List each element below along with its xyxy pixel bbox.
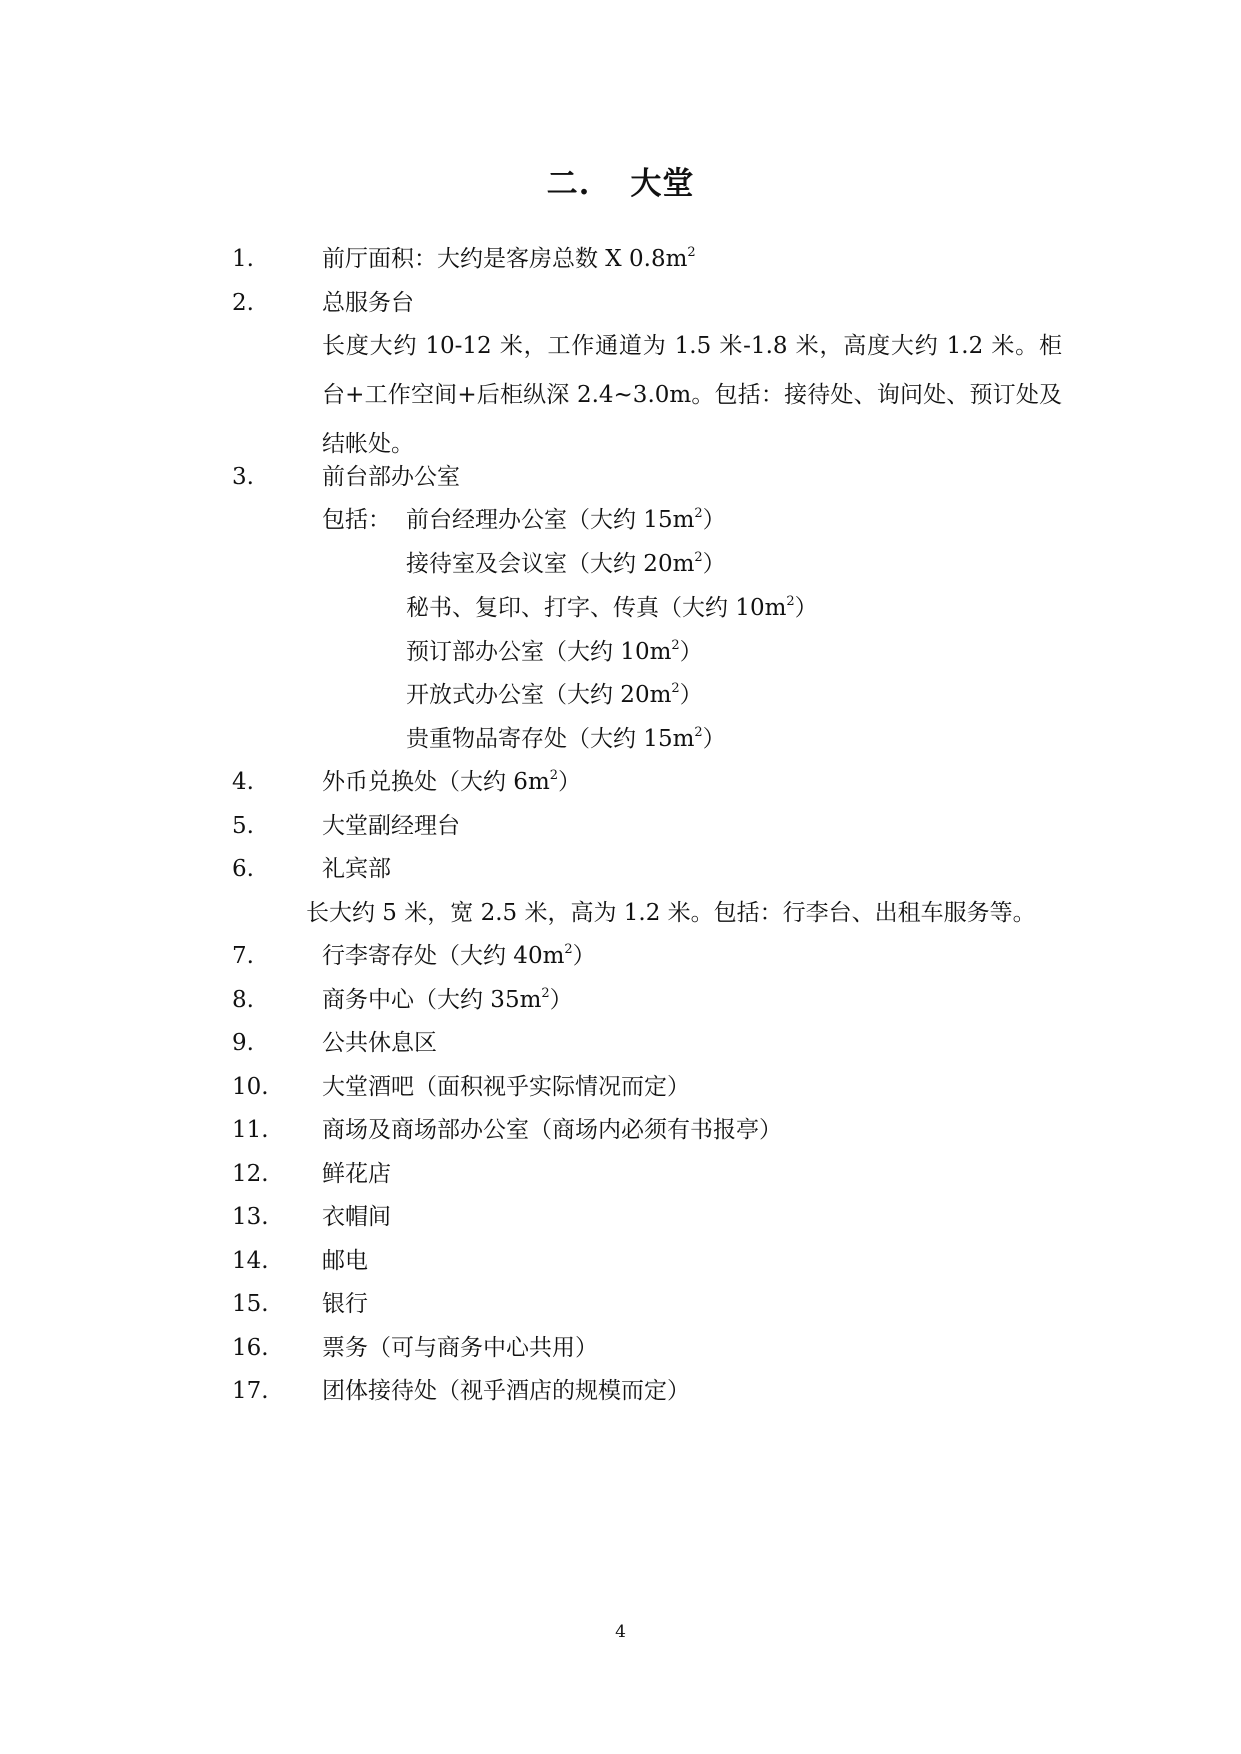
sub-list-item: 贵重物品寄存处（大约 $15m^2$） xyxy=(406,725,726,752)
item-number: 14. xyxy=(232,1248,269,1274)
item-number: 17. xyxy=(232,1378,269,1404)
sub-list-item: 开放式办公室（大约 $20m^2$） xyxy=(406,681,703,708)
item-number: 8. xyxy=(232,987,254,1013)
item2-detail-paragraph: 长度大约 10-12 米，工作通道为 1.5 米-1.8 米，高度大约 1.2 米。柜台+工作空间+后柜纵深 2.4~3.0m。包括：接待处、询问处、预订处及结帐处。 xyxy=(322,333,1062,457)
item-number: 7. xyxy=(232,943,254,969)
item-text: 商务中心（大约 $35m^2$） xyxy=(322,986,573,1013)
item-text: 银行 xyxy=(322,1291,368,1317)
page-number: 4 xyxy=(615,1622,626,1642)
item-text: 团体接待处（视乎酒店的规模而定） xyxy=(322,1378,690,1404)
item-number: 2. xyxy=(232,290,254,316)
section-number: 二. xyxy=(546,166,591,202)
item-text: 衣帽间 xyxy=(322,1204,391,1230)
item-text: 前厅面积：大约是客房总数 X $0.8m^2$ xyxy=(322,245,696,272)
sub-list-item: 接待室及会议室（大约 $20m^2$） xyxy=(406,550,726,577)
item-number: 9. xyxy=(232,1030,254,1056)
item-text: 大堂副经理台 xyxy=(322,813,460,839)
item-number: 6. xyxy=(232,856,254,882)
item-number: 13. xyxy=(232,1204,269,1230)
item-number: 12. xyxy=(232,1161,269,1187)
item-text: 票务（可与商务中心共用） xyxy=(322,1335,598,1361)
item-text: 前台部办公室 xyxy=(322,464,460,490)
item6-detail-paragraph: 长大约 5 米，宽 2.5 米，高为 1.2 米。包括：行李台、出租车服务等。 xyxy=(306,900,1036,926)
item-number: 11. xyxy=(232,1117,269,1143)
item-number: 1. xyxy=(232,246,254,272)
sub-list-item: 秘书、复印、打字、传真（大约 $10m^2$） xyxy=(406,594,818,621)
sub-list-item: 预订部办公室（大约 $10m^2$） xyxy=(406,638,703,665)
item-text: 鲜花店 xyxy=(322,1161,391,1187)
item-text: 商场及商场部办公室（商场内必须有书报亭） xyxy=(322,1117,782,1143)
includes-label: 包括： xyxy=(322,507,391,533)
sub-list-item: 前台经理办公室（大约 $15m^2$） xyxy=(406,506,726,533)
item-text: 总服务台 xyxy=(322,290,414,316)
item-text: 外币兑换处（大约 $6m^2$） xyxy=(322,768,582,795)
item-text: 大堂酒吧（面积视乎实际情况而定） xyxy=(322,1074,690,1100)
item-number: 4. xyxy=(232,769,254,795)
item-number: 5. xyxy=(232,813,254,839)
item-number: 3. xyxy=(232,464,254,490)
item-number: 16. xyxy=(232,1335,269,1361)
item-number: 15. xyxy=(232,1291,269,1317)
item-text: 邮电 xyxy=(322,1248,368,1274)
item-text: 公共休息区 xyxy=(322,1030,437,1056)
section-heading xyxy=(0,158,1241,203)
item-text: 礼宾部 xyxy=(322,856,391,882)
item-number: 10. xyxy=(232,1074,269,1100)
section-title: 大堂 xyxy=(630,166,695,202)
item-text: 行李寄存处（大约 $40m^2$） xyxy=(322,942,596,969)
